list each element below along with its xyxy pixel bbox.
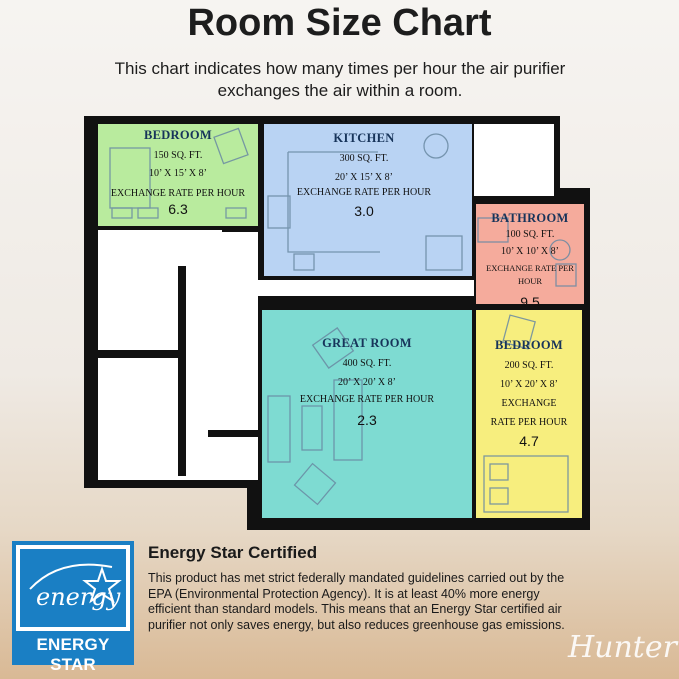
exchange-rate: 3.0: [354, 203, 374, 219]
interior-wall: [178, 266, 186, 476]
room-label-kitchen: [264, 131, 464, 219]
brand-logo: Hunter: [568, 630, 677, 665]
room-dimensions: 10’ X 10’ X 8’: [501, 246, 559, 257]
room-dimensions: 20’ X 15’ X 8’: [335, 172, 393, 183]
rate-label-line-2: RATE PER HOUR: [490, 417, 568, 428]
energy-script-text: energy: [36, 583, 121, 611]
certification-body: This product has met strict federally mandated guidelines carried out by the EPA (Environmental Protection Agency). It is at least 40% more energy efficient than standard models. This means that an Energy Star certified air purifier not only saves energy, but also reduces greenhouse gas emissions.: [148, 571, 565, 632]
rate-label: EXCHANGE RATE PER HOUR: [110, 188, 246, 199]
rate-label: EXCHANGE RATE PER HOUR: [486, 263, 574, 286]
rate-label: EXCHANGE RATE PER HOUR: [299, 394, 435, 405]
room-name: BEDROOM: [143, 128, 213, 142]
room-name: KITCHEN: [333, 131, 395, 145]
energy-star-logo: [12, 541, 134, 674]
room-dimensions: 10’ X 15’ X 8’: [149, 168, 207, 179]
room-area: 150 SQ. FT.: [153, 150, 203, 161]
room-label-bedroom-1: [98, 128, 258, 217]
room-label-bedroom-2: [476, 338, 582, 449]
exchange-rate: 2.3: [357, 412, 377, 428]
room-label-bathroom: [476, 211, 584, 310]
interior-wall: [98, 350, 178, 358]
room-area: 200 SQ. FT.: [504, 360, 554, 371]
room-name: GREAT ROOM: [322, 336, 412, 350]
exchange-rate: 4.7: [519, 433, 539, 449]
pantry-floor: [474, 124, 554, 196]
interior-wall: [222, 226, 258, 232]
certification-title: Energy Star Certified: [148, 543, 318, 562]
room-area: 300 SQ. FT.: [339, 153, 389, 164]
energy-star-wordmark: ENERGY STAR: [36, 635, 110, 674]
room-name: BEDROOM: [494, 338, 564, 352]
exchange-rate: 9.5: [520, 294, 540, 310]
room-dimensions: 10’ X 20’ X 8’: [500, 379, 558, 390]
energy-star-icon: [20, 549, 126, 627]
room-name: BATHROOM: [491, 211, 569, 225]
room-label-great-room: [262, 336, 472, 428]
rate-label: EXCHANGE RATE PER HOUR: [296, 187, 432, 198]
interior-wall: [208, 430, 258, 437]
page-title: Room Size Chart: [187, 2, 492, 44]
room-area: 400 SQ. FT.: [342, 358, 392, 369]
room-area: 100 SQ. FT.: [505, 229, 555, 240]
page-subtitle: This chart indicates how many times per hour the air purifier exchanges the air within a room.: [114, 59, 566, 100]
interior-wall: [258, 296, 474, 304]
room-dimensions: 20’ X 20’ X 8’: [338, 377, 396, 388]
exchange-rate: 6.3: [168, 201, 188, 217]
rate-label-line-1: EXCHANGE: [501, 398, 557, 409]
